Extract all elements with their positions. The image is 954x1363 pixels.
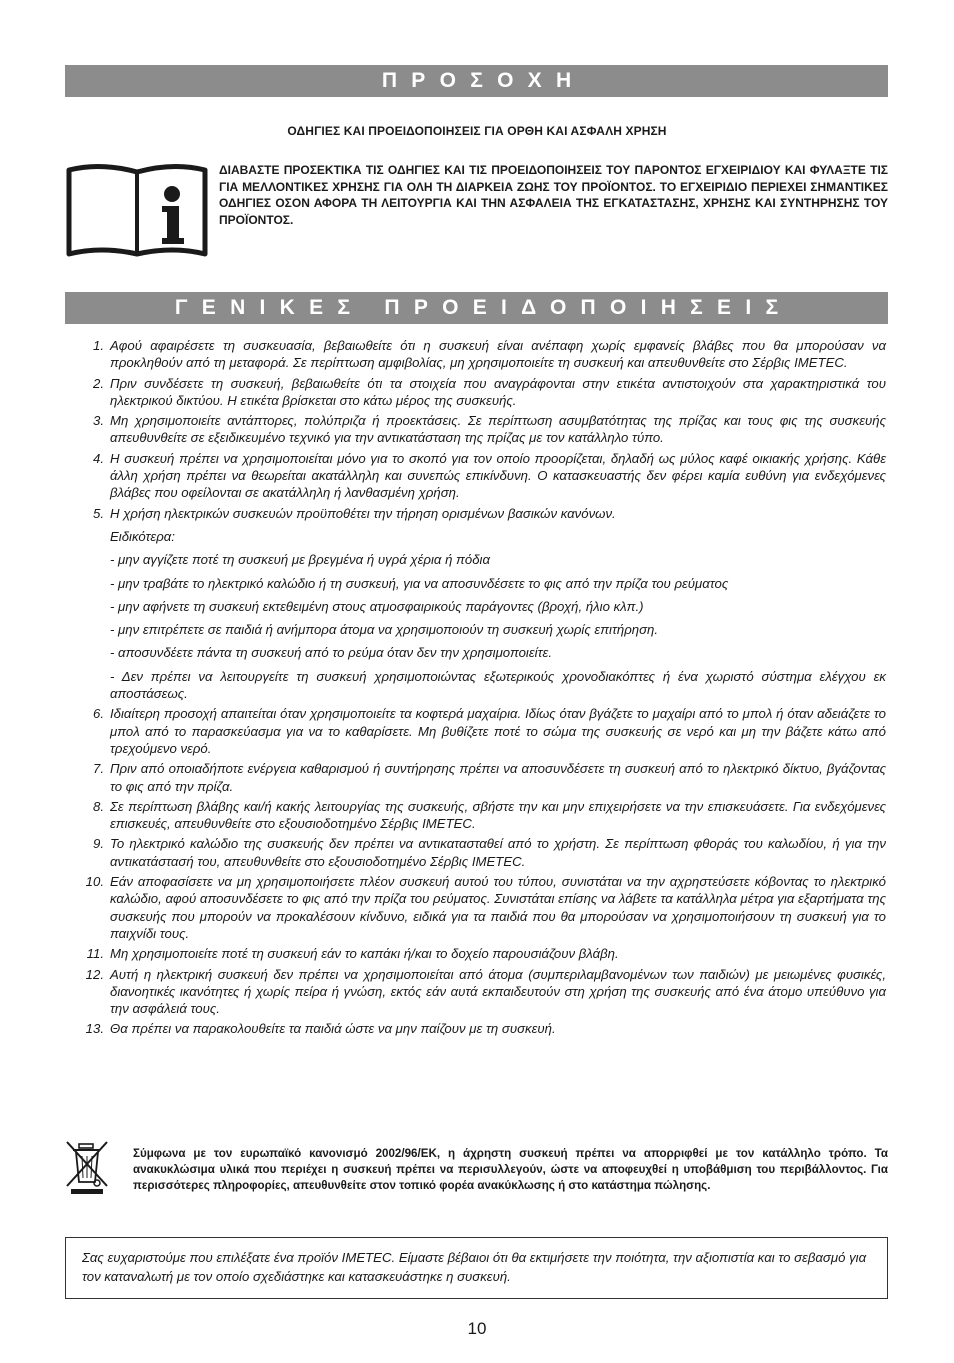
list-item-text: Πριν από οποιαδήποτε ενέργεια καθαρισμού ή συντήρησης πρέπει να αποσυνδέσετε τη συσκευή από το ηλεκτρικό δίκτυο, βγάζοντας το φις από την πρίζα. — [110, 761, 886, 794]
list-item-number: 7. — [93, 761, 104, 777]
list-item — [84, 945, 886, 962]
list-item — [84, 835, 886, 870]
page-number: 10 — [467, 1319, 487, 1338]
list-subitem: - μην τραβάτε το ηλεκτρικό καλώδιο ή τη συσκευή, για να αποσυνδέσετε το φις από την πρίζα του ρεύματος — [110, 575, 729, 591]
info-text: ΔΙΑΒΑΣΤΕ ΠΡΟΣΕΚΤΙΚΑ ΤΙΣ ΟΔΗΓΙΕΣ ΚΑΙ ΤΙΣ ΠΡΟΕΙΔΟΠΟΙΗΣΕΙΣ ΤΟΥ ΠΑΡΟΝΤΟΣ ΕΓΧΕΙΡΙΔΙΟΥ ΚΑΙ ΦΥΛΑΞΤΕ ΤΙΣ ΓΙΑ ΜΕΛΛΟΝΤΙΚΕΣ ΧΡΗΣΗΣ ΓΙΑ ΟΛΗ ΤΗ ΔΙΑΡΚΕΙΑ ΖΩΗΣ ΤΟΥ ΠΡΟΪΟΝΤΟΣ. ΤΟ ΕΓΧΕΙΡΙΔΙΟ ΠΕΡΙΕΧΕΙ ΣΗΜΑΝΤΙΚΕΣ ΟΔΗΓΙΕΣ ΟΣΟΝ ΑΦΟΡΑ ΤΗ ΛΕΙΤΟΥΡΓΙΑ ΚΑΙ ΤΗΝ ΑΣΦΑΛΕΙΑ ΤΗΣ ΕΓΚΑΤΑΣΤΑΣΗΣ, ΧΡΗΣΗΣ ΚΑΙ ΣΥΝΤΗΡΗΣΗΣ ΤΟΥ ΠΡΟΪΟΝΤΟΣ. — [219, 163, 888, 227]
list-item-number: 8. — [93, 798, 104, 814]
list-item — [84, 705, 886, 757]
list-item-number: 11. — [86, 946, 104, 962]
list-item-text: Πριν συνδέσετε τη συσκευή, βεβαιωθείτε ότι τα στοιχεία που αναγράφονται στην ετικέτα αντιστοιχούν στα χαρακτηριστικά του ηλεκτρικού δικτύου. Η ετικέτα βρίσκεται στο κάτω μέρος της συσκευής. — [110, 375, 886, 408]
list-item-text: Θα πρέπει να παρακολουθείτε τα παιδιά ώστε να μην παίζουν με τη συσκευή. — [110, 1021, 556, 1037]
crossed-bin-icon — [65, 1140, 113, 1196]
thanks-text: Σας ευχαριστούμε που επιλέξατε ένα προϊόν IMETEC. Είμαστε βέβαιοι ότι θα εκτιμήσετε την ποιότητα, την αξιοπιστία και το σεβασμό για τον καταναλωτή με τον οποίο σχεδιάστηκε και κατασκευάστηκε η συσκευή. — [82, 1250, 867, 1284]
section-header — [65, 292, 888, 324]
list-item-number: 13. — [85, 1021, 104, 1037]
list-item-number: 2. — [93, 375, 104, 391]
list-item-text: Η συσκευή πρέπει να χρησιμοποιείται μόνο για το σκοπό για τον οποίο προορίζεται, δηλαδή ως μύλος καφέ οικιακής χρήσης. Κάθε άλλη χρήση πρέπει να θεωρείται ακατάλληλη και συνεπώς επικίνδυνη. Ο κατασκευαστής δεν φέρει καμία ευθύνη για ενδεχόμενες βλάβες που οφείλονται σε ακατάλληλη ή λανθασμένη χρήση. — [110, 450, 886, 501]
list-subitem: - αποσυνδέετε πάντα τη συσκευή από το ρεύμα όταν δεν την χρησιμοποιείτε. — [110, 645, 552, 661]
list-item-number: 6. — [93, 706, 104, 722]
list-item-text: Εάν αποφασίσετε να μη χρησιμοποιήσετε πλέον συσκευή αυτού του τύπου, συνιστάται να την αχρηστεύσετε κόβοντας το ηλεκτρικό καλώδιο, αφού αποσυνδέσετε το φις από την πρίζα του ρεύματος. Συνιστάται επίσης να λάβετε τα κατάλληλα μέτρα για εξαρτήματα της συσκευής που μπορούν να προκαλέσουν κίνδυνο, ειδικά για τα παιδιά που θα μπορούσαν να χρησιμοποιήσουν τη συσκευή για το παιχνίδι τους. — [110, 874, 886, 941]
list-item-text: Αφού αφαιρέσετε τη συσκευασία, βεβαιωθείτε ότι η συσκευή είναι ανέπαφη χωρίς εμφανείς βλάβες που θα μπορούσαν να προκληθούν από τη μεταφορά. Σε περίπτωση αμφιβολίας, μη χρησιμοποιείτε τη συσκευή και απευθυνθείτε στο Σέρβις IMETEC. — [110, 338, 886, 371]
list-item-text: Το ηλεκτρικό καλώδιο της συσκευής δεν πρέπει να αντικατασταθεί από το χρήστη. Σε περίπτωση φθοράς του καλωδίου, ή για την αντικατάστασή του, απευθυνθείτε στο εξουσιοδοτημένο Σέρβις IMETEC. — [110, 836, 886, 869]
subheading: ΟΔΗΓΙΕΣ ΚΑΙ ΠΡΟΕΙΔΟΠΟΙΗΣΕΙΣ ΓΙΑ ΟΡΘΗ ΚΑΙ ΑΣΦΑΛΗ ΧΡΗΣΗ — [287, 124, 667, 138]
list-item-text: Μη χρησιμοποιείτε ποτέ τη συσκευή εάν το καπάκι ή/και το δοχείο παρουσιάζουν βλάβη. — [110, 946, 619, 962]
list-subitem: - μην αγγίζετε ποτέ τη συσκευή με βρεγμένα ή υγρά χέρια ή πόδια — [110, 552, 490, 568]
list-item-text: Η χρήση ηλεκτρικών συσκευών προϋποθέτει την τήρηση ορισμένων βασικών κανόνων. — [110, 505, 616, 521]
weee-notice — [65, 1140, 888, 1200]
list-item-number: 3. — [93, 413, 104, 429]
list-item-number: 10. — [85, 874, 104, 890]
list-subitem: - μην επιτρέπετε σε παιδιά ή ανήμπορα άτομα να χρησιμοποιούν τη συσκευή χωρίς επιτήρηση. — [110, 622, 659, 638]
list-subitem: - Δεν πρέπει να λειτουργείτε τη συσκευή χρησιμοποιώντας εξωτερικούς χρονοδιακόπτες ή ένα χωριστό σύστημα ελέγχου εκ αποστάσεως. — [110, 668, 886, 702]
list-item — [84, 798, 886, 833]
list-item-text: Ιδιαίτερη προσοχή απαιτείται όταν χρησιμοποιείτε τα κοφτερά μαχαίρια. Ιδίως όταν βγάζετε το μαχαίρι από το μπολ ή όταν αδειάζετε το μπολ από το παρασκεύασμα για να το καθαρίσετε. Μη βυθίζετε ποτέ το σώμα της συσκευής σε νερό και μη την βάζετε κάτω από τρεχούμενο νερό. — [110, 706, 886, 756]
thanks-box — [65, 1237, 888, 1299]
list-item-text: Σε περίπτωση βλάβης και/ή κακής λειτουργίας της συσκευής, σβήστε την και μην επιχειρήσετε να την επισκευάσετε. Για ενδεχόμενες επισκευές, απευθυνθείτε στο εξουσιοδοτημένο Σέρβις IMETEC. — [110, 798, 886, 832]
info-block — [65, 162, 888, 262]
list-subitem: - μην αφήνετε τη συσκευή εκτεθειμένη στους ατμοσφαιρικούς παράγοντες (βροχή, ήλιο κλπ.) — [110, 598, 644, 614]
list-item-number: 1. — [93, 338, 104, 353]
list-item — [84, 412, 886, 447]
warning-header — [65, 65, 888, 97]
list-subitem: Ειδικότερα: — [110, 528, 175, 544]
section-header-title: ΓΕΝΙΚΕΣ ΠΡΟΕΙΔΟΠΟΙΗΣΕΙΣ — [174, 296, 793, 319]
list-item-number: 9. — [93, 836, 104, 852]
list-item — [84, 873, 886, 942]
weee-text: Σύμφωνα με τον ευρωπαϊκό κανονισμό 2002/96/ΕΚ, η άχρηστη συσκευή πρέπει να απορριφθεί με τον κατάλληλο τρόπο. Τα ανακυκλώσιμα υλικά που περιέχει η συσκευή πρέπει να περισυλλεγούν, ώστε να αποφευχθεί η υποβάθμιση του περιβάλλοντος. Για περισσότερες πληροφορίες, απευθυνθείτε στον τοπικό φορέα ανακύκλωσης ή στο κατάστημα πώλησης. — [133, 1147, 888, 1192]
list-item — [84, 1020, 886, 1037]
list-item-text: Αυτή η ηλεκτρική συσκευή δεν πρέπει να χρησιμοποιείται από άτομα (συμπεριλαμβανομένων των παιδιών) με μειωμένες φυσικές, διανοητικές ικανότητες ή χωρίς πείρα ή γνώση, εκτός εάν αυτά εκπαιδευτούν στη χρήση της συσκευής από ένα άτομο υπεύθυνο για την ασφάλειά τους. — [110, 966, 886, 1017]
list-item-number: 12. — [85, 966, 104, 982]
list-item — [84, 450, 886, 502]
warnings-list — [84, 337, 886, 1041]
list-item-number: 4. — [93, 450, 104, 466]
list-item — [84, 337, 886, 372]
list-item-number: 5. — [93, 505, 104, 521]
list-item — [84, 966, 886, 1018]
list-item — [84, 375, 886, 410]
warning-header-title: ΠΡΟΣΟΧΗ — [381, 69, 586, 92]
list-item-text: Μη χρησιμοποιείτε αντάπτορες, πολύπριζα ή προεκτάσεις. Σε περίπτωση ασυμβατότητας της πρίζας και τους φις της συσκευής απευθυνθείτε σε εξειδικευμένο τεχνικό για την αντικατάσταση της πρίζας με τον κατάλληλο τύπο. — [110, 413, 886, 446]
list-item — [84, 760, 886, 795]
list-item — [84, 505, 886, 703]
manual-info-icon — [65, 162, 209, 258]
